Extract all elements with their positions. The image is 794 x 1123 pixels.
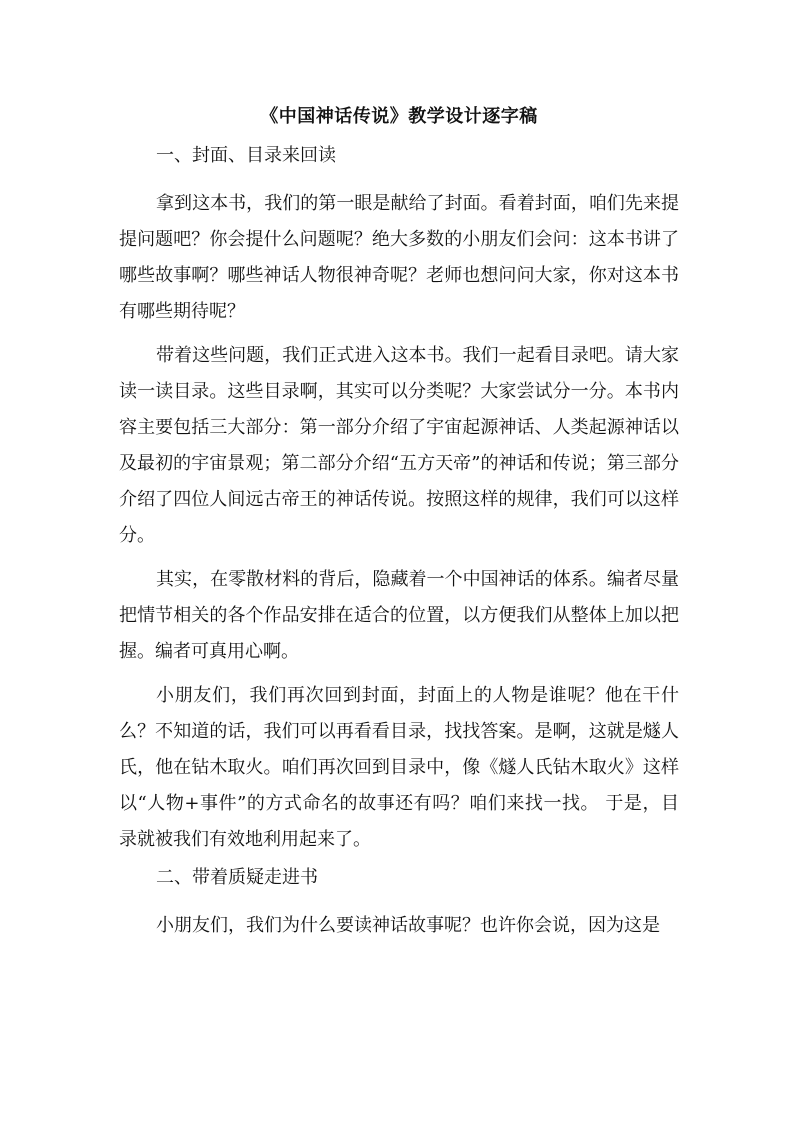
paragraph: 小朋友们，我们再次回到封面，封面上的人物是谁呢？他在干什么？不知道的话，我们可以再看看目录，找找答案。是啊，这就是燧人氏，他在钻木取火。咱们再次回到目录中，像《燧人氏钻木取火》这样以“人物+事件”的方式命名的故事还有吗？咱们来找一找。 于是，目录就被我们有效地利用起来了。 — [119, 685, 679, 850]
paragraph: 带着这些问题，我们正式进入这本书。我们一起看目录吧。请大家读一读目录。这些目录啊，其实可以分类呢？大家尝试分一分。本书内容主要包括三大部分：第一部分介绍了宇宙起源神话、人类起源神话以及最初的宇宙景观；第二部分介绍“五方天帝”的神话和传说；第三部分介绍了四位人间远古帝王的神话传说。按照这样的规律，我们可以这样分。 — [119, 345, 679, 546]
document-title: 《中国神话传说》教学设计逐字稿 — [260, 106, 538, 127]
paragraph: 小朋友们，我们为什么要读神话故事呢？也许你会说，因为这是 — [156, 915, 660, 936]
document-page — [119, 104, 679, 952]
paragraph: 拿到这本书，我们的第一眼是献给了封面。看着封面，咱们先来提提问题吧？你会提什么问题呢？绝大多数的小朋友们会问：这本书讲了哪些故事啊？哪些神话人物很神奇呢？老师也想问问大家，你对这本书有哪些期待呢？ — [119, 193, 679, 322]
paragraph: 其实，在零散材料的背后，隐藏着一个中国神话的体系。编者尽量把情节相关的各个作品安排在适合的位置，以方便我们从整体上加以把握。编者可真用心啊。 — [119, 569, 679, 662]
section-heading-2: 二、带着质疑走进书 — [156, 867, 318, 888]
section-heading-1: 一、封面、目录来回读 — [156, 145, 336, 166]
